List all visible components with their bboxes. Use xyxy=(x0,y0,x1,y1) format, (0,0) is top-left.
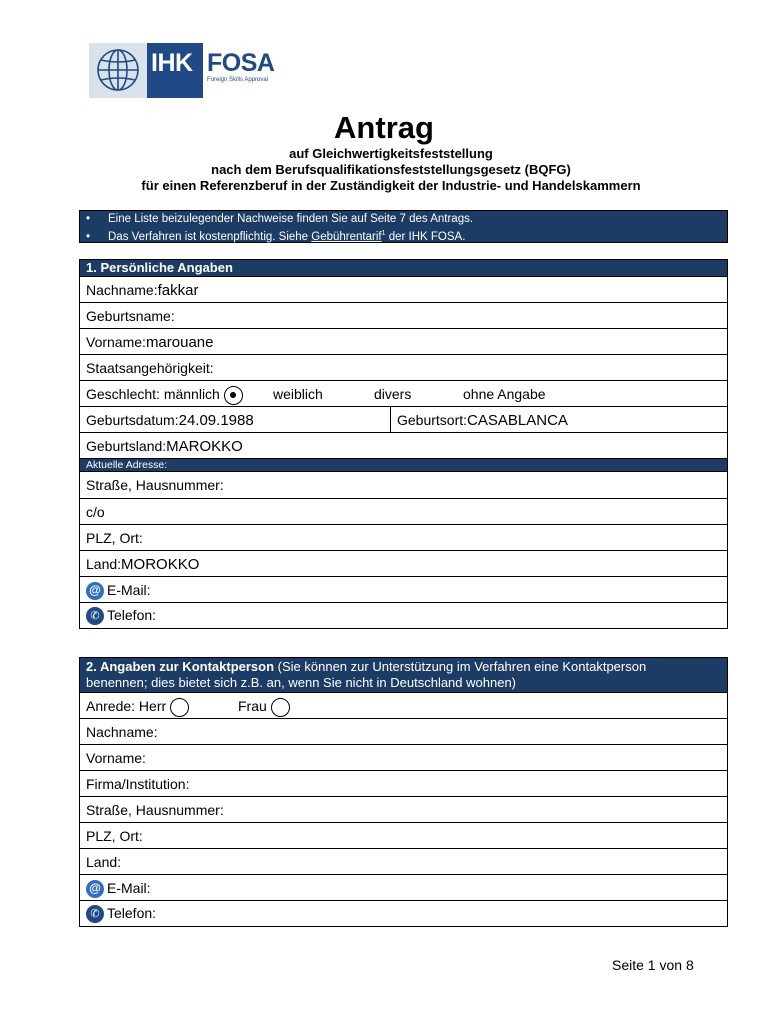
ihk-fosa-logo xyxy=(89,43,275,98)
geburtsort-field[interactable]: Geburtsort:CASABLANCA xyxy=(397,412,568,429)
info-item-1: • Eine Liste beizulegender Nachweise finden Sie auf Seite 7 des Antrags. xyxy=(86,213,474,225)
row-kontakt-email[interactable]: @ E-Mail: xyxy=(80,875,727,901)
nachname-value[interactable]: fakkar xyxy=(157,282,199,299)
option-frau: Frau xyxy=(238,693,290,719)
gebuehrentarif-link[interactable]: Gebührentarif xyxy=(311,230,382,243)
info-box xyxy=(79,210,728,243)
page-number: Seite 1 von 8 xyxy=(612,957,694,973)
radio-maennlich[interactable] xyxy=(224,386,243,405)
subtitle-line-2: nach dem Berufsqualifikationsfeststellungsgesetz (BQFG) xyxy=(211,162,571,177)
row-geburtsname[interactable]: Geburtsname: xyxy=(80,303,727,329)
bullet-icon: • xyxy=(86,230,91,243)
option-ohne-angabe[interactable]: ohne Angabe xyxy=(463,386,546,402)
row-vorname[interactable]: Vorname:marouane xyxy=(80,329,727,355)
land-value[interactable]: MOROKKO xyxy=(121,556,200,573)
logo-tagline: Foreign Skills Approval xyxy=(207,77,269,83)
row-geschlecht: Geschlecht: männlich weiblich divers ohne Angabe xyxy=(80,381,727,407)
section-2-heading: 2. Angaben zur Kontaktperson (Sie können zur Unterstützung im Verfahren eine Kontaktperson benennen; dies bietet sich z.B. an, wenn Sie nicht in Deutschland wohnen) xyxy=(80,658,727,693)
row-kontakt-land[interactable]: Land: xyxy=(80,849,727,875)
logo-ihk-text: IHK xyxy=(151,49,193,77)
row-email[interactable]: @ E-Mail: xyxy=(80,577,727,603)
subtitle-line-3: für einen Referenzberuf in der Zuständigkeit der Industrie- und Handelskammern xyxy=(141,178,641,193)
row-staatsangehoerigkeit[interactable]: Staatsangehörigkeit: xyxy=(80,355,727,381)
row-geburtsdatum-ort: Geburtsdatum:24.09.1988 Geburtsort:CASABLANCA xyxy=(80,407,727,433)
info-item-2: • Das Verfahren ist kostenpflichtig. Siehe Gebührentarif$^1$ der IHK FOSA. xyxy=(86,230,466,243)
phone-icon: ✆ xyxy=(86,905,104,923)
option-divers[interactable]: divers xyxy=(374,386,412,402)
radio-frau[interactable] xyxy=(271,698,290,717)
row-anrede: Anrede: Herr Frau xyxy=(80,693,727,719)
option-weiblich[interactable]: weiblich xyxy=(273,386,323,402)
row-kontakt-nachname[interactable]: Nachname: xyxy=(80,719,727,745)
column-divider xyxy=(390,407,391,432)
row-land[interactable]: Land:MOROKKO xyxy=(80,551,727,577)
radio-herr[interactable] xyxy=(170,698,189,717)
logo-fosa-text: FOSA xyxy=(207,49,275,77)
section-contact-person xyxy=(79,657,728,927)
subtitle-line-1: auf Gleichwertigkeitsfeststellung xyxy=(289,146,493,161)
phone-icon: ✆ xyxy=(86,607,104,625)
row-kontakt-vorname[interactable]: Vorname: xyxy=(80,745,727,771)
email-icon: @ xyxy=(86,582,104,600)
row-nachname[interactable]: Nachname:fakkar xyxy=(80,277,727,303)
row-strasse[interactable]: Straße, Hausnummer: xyxy=(80,472,727,499)
section-personal-data xyxy=(79,259,728,629)
email-icon: @ xyxy=(86,880,104,898)
row-kontakt-strasse[interactable]: Straße, Hausnummer: xyxy=(80,797,727,823)
adresse-heading: Aktuelle Adresse: xyxy=(80,459,727,472)
globe-icon xyxy=(89,43,147,98)
row-geburtsland[interactable]: Geburtsland:MAROKKO xyxy=(80,433,727,459)
section-1-heading: 1. Persönliche Angaben xyxy=(80,260,727,277)
page-title: Antrag xyxy=(334,110,434,145)
bullet-icon: • xyxy=(86,213,91,225)
row-kontakt-telefon[interactable]: ✆ Telefon: xyxy=(80,901,727,926)
geburtsland-value[interactable]: MAROKKO xyxy=(166,438,243,455)
row-kontakt-plz-ort[interactable]: PLZ, Ort: xyxy=(80,823,727,849)
row-plz-ort[interactable]: PLZ, Ort: xyxy=(80,525,727,551)
vorname-value[interactable]: marouane xyxy=(145,334,214,351)
geburtsdatum-value[interactable]: 24.09.1988 xyxy=(178,412,254,429)
row-co[interactable]: c/o xyxy=(80,499,727,525)
row-kontakt-firma[interactable]: Firma/Institution: xyxy=(80,771,727,797)
row-telefon[interactable]: ✆ Telefon: xyxy=(80,603,727,628)
